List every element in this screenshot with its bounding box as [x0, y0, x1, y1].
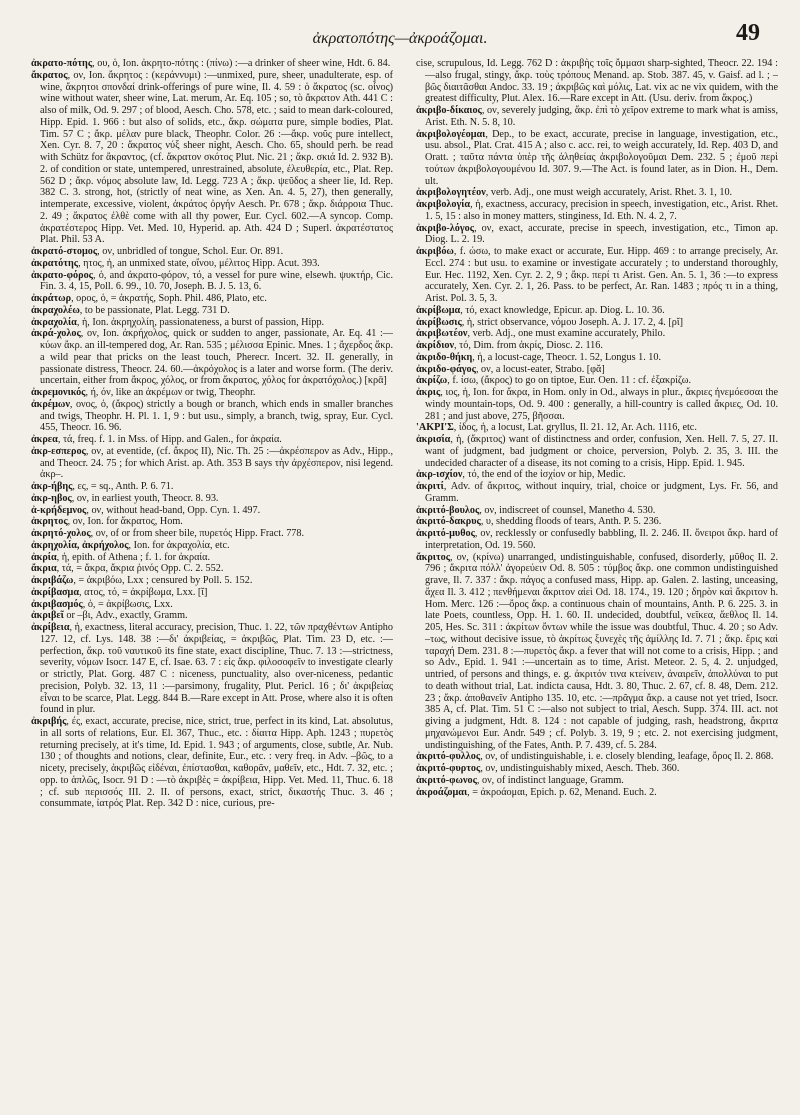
- entry-definition: , ἡ, (ἄκριτος) want of distinctness and order, confusion, Xen. Hell. 7. 5, 27. II. want of judgment, bad judgment or choice, perversion, Polyb. 2. 35, 3. III. the undecided character of a disease, its not coming to a crisis, Hipp. Epid. 1. 945.: [425, 434, 778, 469]
- headword: ἀκρίδιον: [416, 340, 455, 351]
- entry-definition: , to be passionate, Plat. Legg. 731 D.: [79, 304, 230, 316]
- dictionary-entry: [416, 58, 778, 105]
- dictionary-entry: [31, 505, 393, 517]
- headword: ἀκραχολέω: [31, 304, 80, 316]
- entry-definition: , ιος, ἡ, Ion. for ἄκρα, in Hom. only in Od., always in plur., ἄκριες ἠνεμόεσσαι the windy mountain-tops, Od. 9. 400 : generally, a hill-country is called ἄκριες, Od. 10. 281 ; and just above, 275, βῆσσαι.: [425, 387, 778, 422]
- entry-definition: , ον, severely judging, ἄκρ. ἐπὶ τὸ χεῖρον extreme to mark what is amiss, Arist. Eth. N. 5. 8, 10.: [425, 105, 778, 128]
- entry-definition: , ον, unbridled of tongue, Schol. Eur. Or. 891.: [97, 246, 284, 257]
- dictionary-entry: [416, 516, 778, 528]
- headword: ἀκρ-εσπερος: [31, 445, 86, 457]
- entry-definition: , ον, of undistinguishable, i. e. closely blending, leafage, ὄρος Il. 2. 868.: [480, 751, 774, 763]
- entry-definition: , ορος, ὁ, = ἀκρατής, Soph. Phil. 486, Plato, etc.: [71, 293, 267, 304]
- entry-definition: , ητος, ἡ, an unmixed state, οἴνου, μέλιτος Hipp. Acut. 393.: [78, 257, 320, 269]
- entry-definition: , ον, Ion. for ἄκρατος, Hom.: [67, 516, 183, 528]
- headword: ἀκρίζω: [416, 375, 448, 387]
- dictionary-entry: [31, 387, 393, 399]
- entry-definition: , ον, Ion. ἄκρητος : (κεράννυμι) :—unmixed, pure, sheer, unadulterate, esp. of wine, ἄκρητοι σπονδαί drink-offerings of pure wine, Il. 4. 59 : ὁ ἄκρατος (sc. οἶνος) wine without water, sheer wine, Lat. merum, Ar. Eq. 105 ; so, τὸ ἄκρατον Ath. 441 C : also of milk, Od. 9. 297 ; of blood, Aesch. Cho. 578, etc. ; said to mean dark-coloured, Hipp. Epid. 1. 966 : but also of solids, etc., ἄκρ. σώματα pure, simple bodies, Plat. Tim. 57 C ; ἄκρ. μέλαν pure black, Theophr. Color. 26 :—ἄκρ. νοῦς pure intellect, Xen. Cyr. 8. 7, 20 : ἄκρατος νύξ sheer night, Aesch. Cho. 65, should perh. be read with Schütz for ἄκραντος, (cf. ἄκρατον σκότος Plut. Nic. 21 ; ἄκρ. σκιά Id. 2. 932 B). 2. of condition or state, untempered, unrestrained, absolute, ἐλευθερία, etc., Plat. Rep. 562 D ; ἄκρ. νόμος absolute law, Id. Legg. 723 A ; ἄκρ. ψεῦδος a sheer lie, Id. Rep. 382 C. 3. strong, hot, (strictly of neat wine, as Xen. An. 4. 5, 27), then generally, intemperate, excessive, violent, ἀκράτος ὀργήν Aesch. Pr. 678 ; ἄκρ. διάρροια Thuc. 2. 49 ; ἄκρατος ἐλθὲ come with all thy power, Eur. Cycl. 602.—A syncop. Comp. ἀκρατέστερος Hipp. Vet. Med. 10, Hyperid. ap. Ath. 424 D ; Superl. ἀκρατέστατος Plat. Phil. 53 A.: [40, 69, 393, 246]
- headword: ἀκρητος: [31, 516, 68, 528]
- entry-definition: , f. ώσω, to make exact or accurate, Eur. Hipp. 469 : to arrange precisely, Ar. Eccl. 274 : but usu. to examine or investigate accurately ; to understand thoroughly, Eur. Hec. 1192, Xen. Cyr. 2. 2, 9 ; ἄκρ. περί τι Arist. Gen. An. 5. 1, 36 :—to express accurately, Xen. Cyr. 2. 1, 26. Pass. to be perfect, Ar. Ran. 1483 ; πρός τι in a thing, Arist. Pol. 3. 5, 3.: [425, 246, 778, 304]
- dictionary-entry: [31, 246, 393, 258]
- headword: ἀκρ-ισχίον: [416, 469, 463, 481]
- headword: ἀκροάζομαι: [416, 786, 468, 798]
- running-head-title: ἀκρατοπότης—ἀκροάζομαι.: [312, 30, 488, 47]
- entry-definition: , ἡ, Ion. ἀκρηχολίη, passionateness, a burst of passion, Hipp.: [76, 316, 325, 328]
- entry-definition: , verb. Adj., one must weigh accurately, Arist. Rhet. 3. 1, 10.: [485, 187, 733, 199]
- dictionary-entry: [31, 528, 393, 540]
- headword: ἀκρίβωμα: [416, 304, 461, 316]
- headword: ἀκριβωτέον: [416, 328, 468, 340]
- dictionary-entry: [31, 70, 393, 246]
- entry-definition: , ονος, ὁ, (ἄκρος) strictly a bough or branch, which ends in smaller branches and twigs, Theophr. H. Pl. 1. 1, 9 : but usu., simply, a branch, twig, spray, Eur. Cycl. 455, Theocr. 16. 96.: [40, 398, 393, 434]
- entry-definition: , τά, freq. f. 1. in Mss. of Hipp. and Galen., for ἀκραία.: [57, 434, 282, 445]
- entry-definition: , υ, shedding floods of tears, Anth. P. 5. 236.: [480, 516, 662, 528]
- entry-definition: , ες, = sq., Anth. P. 6. 71.: [72, 481, 174, 492]
- dictionary-entry: [416, 187, 778, 199]
- headword: ἀκράτωρ: [31, 293, 72, 304]
- entry-definition: , ὁ, and ἀκρατο-φόρον, τό, a vessel for pure wine, elsewh. ψυκτήρ, Cic. Fin. 3. 4, 15, Poll. 6. 99., 10. 70, Joseph. B. J. 5. 13, 6.: [40, 269, 393, 293]
- headword: ἀκρητό-χολος: [31, 528, 91, 539]
- headword: ἀκρ-ήβης: [31, 481, 73, 492]
- entry-definition: , ον, exact, accurate, precise in speech, investigation, etc., Timon ap. Diog. L. 2. 19.: [425, 222, 778, 246]
- entry-definition: , ατος, τό, = ἀκρίβωμα, Lxx. [ῐ]: [79, 586, 208, 598]
- left-column: [31, 58, 393, 1103]
- entry-definition: , Ion. for ἀκραχολία, etc.: [128, 539, 230, 551]
- headword: ἀκριβασμός: [31, 598, 83, 610]
- entry-definition: , f. ίσω, (ἄκρος) to go on tiptoe, Eur. Oen. 11 : cf. ἐξακρίζω.: [447, 375, 692, 387]
- dictionary-entry: [416, 129, 778, 188]
- dictionary-entry: [31, 434, 393, 446]
- dictionary-entry: [31, 493, 393, 505]
- headword: ἀκριβεῖ: [31, 610, 64, 622]
- entry-definition: , ον, without head-band, Opp. Cyn. 1. 497.: [86, 504, 261, 516]
- dictionary-entry: [416, 763, 778, 775]
- entry-definition: , ἡ, a locust-cage, Theocr. 1. 52, Longus 1. 10.: [472, 351, 662, 363]
- headword: ἀκριτό-δακρυς: [416, 516, 481, 528]
- headword: ἀκρά-χολος: [31, 328, 81, 340]
- dictionary-entry: [416, 387, 778, 422]
- dictionary-entry: [31, 610, 393, 622]
- entry-definition: , ον, recklessly or confusedly babbling, Il. 2. 246. II. ὄνειροι ἄκρ. hard of interpretation, Od. 19. 560.: [425, 528, 778, 551]
- headword: ἀκρατο-φόρος: [31, 269, 93, 281]
- dictionary-entry: [416, 305, 778, 317]
- headword: ἀκρ-ηβος: [31, 492, 72, 504]
- headword: ἀκριτί: [416, 481, 444, 492]
- entry-definition: , ον, indiscreet of counsel, Manetho 4. 530.: [479, 504, 656, 516]
- dictionary-entry: [31, 716, 393, 810]
- dictionary-entry: [31, 305, 393, 317]
- entry-definition: , ὁ, = ἀκρίβωσις, Lxx.: [82, 598, 173, 610]
- dictionary-entry: [31, 446, 393, 481]
- dictionary-entry: [31, 293, 393, 305]
- entry-definition: or –βι, Adv., exactly, Gramm.: [63, 610, 188, 622]
- dictionary-entry: [416, 751, 778, 763]
- dictionary-entry: [416, 481, 778, 505]
- dictionary-entry: [31, 481, 393, 493]
- entry-definition: , Dep., to be exact, accurate, precise in language, investigation, etc., usu. absol., Plat. Crat. 415 A ; also c. acc. rei, to weigh accurately, Id. Rep. 403 D, and Oratt. ; ταῦτα πάντα ὑπὲρ τῆς ἀληθείας ἀκριβολογοῦμαι Dem. 232. 5 ; ἐμοῦ περὶ τούτων ἀκριβολογουμένου Id. 307. 9.—The Act. is found later, as in Dion. H., Dem. ult.: [425, 128, 778, 187]
- entry-definition: , ἡ, exactness, literal accuracy, precision, Thuc. 1. 22, τῶν πραχθέντων Antipho 127. 12, cf. Lys. 148. 38 :—δι' ἀκριβείας, = ἀκριβῶς, Plat. Tim. 23 D, etc. :—perfection, ἄκρ. τοῦ ναυτικοῦ its fine state, exact discipline, Thuc. 7. 13 :—strictness, severity, νόμων Isocr. 147 E, cf. Isae. 63. 7 : εἰς ἄκρ. φιλοσοφεῖν to investigate clearly or strictly, Plat. Gorg. 487 C : niceness, punctuality, also over-niceness, pedantic precision, Polyb. 32. 13, 11 :—parsimony, frugality, Plut. Pericl. 16 ; δι' ἀκριβείας εἶναι to be scarce, Plat. Legg. 844 B.—Rare except in Att. Prose, where also it is often found in plur.: [40, 622, 393, 716]
- headword: ἄκρατος: [31, 69, 68, 81]
- headword: ἀκρίβεια: [31, 622, 70, 633]
- entry-definition: , ἡ, strict observance, νόμου Joseph. A. J. 17. 2, 4. [ρῐ]: [461, 316, 683, 328]
- dictionary-entry: [416, 364, 778, 376]
- entry-definition: , ον, Ion. ἀκρήχολος, quick or sudden to anger, passionate, Ar. Eq. 41 :—κύων ἄκρ. an ill-tempered dog, Ar. Ran. 535 ; μέλισσα Epinic. Mnes. 1 ; ἄχερδος ἄκρ. a wild pear that pricks on the least touch, Pherecr. Incert. 32. II. generally, in passionate distress, Theocr. 24. 60.—ἀκρόχολος is a later and worse form. (The deriv. uncertain, either from ἄκρος, χόλος, or from ἄκρατος, χόλος for ἀκρατόχολος.) [κρᾱ]: [40, 328, 393, 387]
- entry-definition: , ου, ὁ, Ion. ἀκρητο-πότης : (πίνω) :—a drinker of sheer wine, Hdt. 6. 84.: [92, 58, 391, 69]
- dictionary-entry: [416, 223, 778, 247]
- dictionary-entry: [31, 328, 393, 387]
- dictionary-entry: [416, 352, 778, 364]
- headword: ἀκρίβασμα: [31, 586, 80, 598]
- dictionary-entry: [31, 317, 393, 329]
- dictionary-entry: [31, 399, 393, 434]
- dictionary-entry: [416, 505, 778, 517]
- entry-definition: , = ἀκροάομαι, Epich. p. 62, Menand. Euch. 2.: [467, 786, 657, 798]
- entry-definition: , τό, exact knowledge, Epicur. ap. Diog. L. 10. 36.: [460, 304, 665, 316]
- entry-definition: , ον, in earliest youth, Theocr. 8. 93.: [71, 492, 219, 504]
- dictionary-entry: [416, 340, 778, 352]
- headword: ἀκρις: [416, 387, 441, 398]
- headword: ἀκρίβωσις: [416, 316, 462, 328]
- dictionary-entry: [31, 258, 393, 270]
- headword: ἀκρέμων: [31, 398, 70, 410]
- entry-definition: , ή, όν, like an ἀκρέμων or twig, Theophr.: [85, 387, 256, 398]
- entry-definition: , = ἀκριβόω, Lxx ; censured by Poll. 5. 152.: [73, 575, 253, 586]
- headword: ἀκριβολογία: [416, 199, 471, 210]
- dictionary-entry: [31, 575, 393, 587]
- right-column: [416, 58, 778, 1103]
- dictionary-entry: [31, 622, 393, 716]
- entry-definition: , ἡ, exactness, accuracy, precision in speech, investigation, etc., Arist. Rhet. 1. 5, 15 : also in money matters, stinginess, Id. Eth. N. 4. 2, 7.: [425, 199, 778, 222]
- dictionary-entry: [416, 552, 778, 752]
- dictionary-entry: [416, 199, 778, 223]
- entry-definition: , ές, exact, accurate, precise, nice, strict, true, perfect in its kind, Lat. absolutus, in all sorts of relations, Eur. El. 367, Thuc., etc. : δίαιτα Hipp. Aph. 1243 ; πυρετὸς returning precisely, at it's time, Id. Epid. 1. 943 ; of arguments, close, subtle, Ar. Nub. 130 ; of thoughts and notions, clear, definite, Eur., etc. : very freq. in Adv. –βῶς, to a nicety, precisely, ἀκριβῶς εἰδέναι, ἐπίστασθαι, καθορᾶν, μαθεῖν, etc., Hdt. 7. 32, etc. ; opp. to ἁπλῶς, Isocr. 91 D : —τὸ ἀκριβὲς = ἀκρίβεια, Hipp. Vet. Med. 11, Thuc. 6. 18 ; cf. sub περισσός III. 2. II. of persons, exact, strict, δικαστής Thuc. 3. 46 ; consummate, ἰατρός Plat. Rep. 342 D : nice, curious, pre-: [40, 716, 393, 810]
- dictionary-entry: [416, 328, 778, 340]
- headword: ἀκραχολία: [31, 316, 77, 328]
- headword: ἀκρεα: [31, 434, 58, 445]
- dictionary-entry: [31, 540, 393, 552]
- headword: ἀκρία: [31, 551, 57, 563]
- dictionary-entry: [31, 270, 393, 294]
- headword: ἄκριτος: [416, 551, 451, 563]
- entry-definition: , ον, undistinguishably mixed, Aesch. Theb. 360.: [480, 763, 680, 774]
- entry-definition: , verb. Adj., one must examine accurately, Philo.: [467, 328, 666, 340]
- headword: ἀκριβόω: [416, 246, 454, 257]
- dictionary-entry: [31, 563, 393, 575]
- headword: ἀκρηχολία, ἀκρήχολος: [31, 539, 129, 551]
- headword: ἀκριβής: [31, 716, 67, 727]
- headword: ἀ-κρήδεμνος: [31, 504, 87, 516]
- entry-definition: , ίδος, ἡ, a locust, Lat. gryllus, Il. 21. 12, Ar. Ach. 1116, etc.: [453, 422, 697, 434]
- entry-definition: cise, scrupulous, Id. Legg. 762 D : ἀκριβὴς τοῖς ὄμμασι sharp-sighted, Theocr. 22. 194 :—also frugal, stingy, ἄκρ. τοὺς τρόπους Menand. ap. Stob. 387. 45, v. Gaisf. ad l. ; –βῶς διαιτᾶσθαι Andoc. 33. 19 ; ἀκριβῶς καὶ μόλις, Lat. vix ac ne vix quidem, with the greatest difficulty, Plut. Alex. 16.—Rare except in Att. (Usu. deriv. from ἄκρος.): [416, 58, 778, 105]
- entry-definition: , ἡ, epith. of Athena ; f. 1. for ἀκραία.: [56, 551, 211, 563]
- dictionary-entry: [416, 246, 778, 305]
- dictionary-entry: [416, 422, 778, 434]
- dictionary-entry: [416, 787, 778, 799]
- entry-definition: , Adv. of ἄκριτος, without inquiry, trial, choice or judgment, Lys. Fr. 56, and Gramm.: [425, 481, 778, 504]
- dictionary-entry: [31, 599, 393, 611]
- headword: 'ΑΚΡΙ'Σ: [416, 422, 454, 434]
- headword: ἀκριβο-δίκαιος: [416, 105, 482, 116]
- dictionary-entry: [416, 469, 778, 481]
- headword: ἀκριβάζω: [31, 575, 74, 586]
- entry-definition: , ον, at eventide, (cf. ἄκρος II), Nic. Th. 25 :—ἀκρέσπερον as Adv., Hipp., and Theocr. 24. 75 ; for which Arist. ap. Ath. 353 B says τὴν ἀρχέσπερον, nisi legend. ἀκρ–.: [40, 445, 393, 481]
- headword: ἀκριβολογέομαι: [416, 128, 486, 140]
- dictionary-entry: [31, 587, 393, 599]
- headword: ἀκριτό-βουλος: [416, 504, 480, 516]
- headword: ἀκριτό-φυρτος: [416, 763, 481, 774]
- headword: ἀκριβο-λόγος: [416, 222, 475, 234]
- headword: ἀκρατό-στομος: [31, 246, 98, 257]
- dictionary-entry: [31, 58, 393, 70]
- dictionary-entry: [416, 317, 778, 329]
- headword: ἀκρατο-πότης: [31, 58, 93, 69]
- headword: ἀκριτό-μυθος: [416, 528, 475, 539]
- dictionary-entry: [31, 552, 393, 564]
- entry-definition: , τό, Dim. from ἀκρίς, Diosc. 2. 116.: [454, 340, 603, 351]
- dictionary-entry: [416, 375, 778, 387]
- running-header: [40, 20, 760, 54]
- headword: ἀκρεμονικός: [31, 387, 86, 398]
- entry-definition: , τά, = ἄκρα, ἄκρια ῥινός Opp. C. 2. 552.: [56, 563, 224, 575]
- entry-definition: , ον, of indistinct language, Gramm.: [476, 774, 624, 786]
- page-number: 49: [736, 20, 760, 46]
- entry-definition: , ον, a locust-eater, Strabo. [φᾰ]: [475, 363, 605, 375]
- dictionary-entry: [31, 516, 393, 528]
- headword: ἀκρισία: [416, 434, 451, 445]
- entry-definition: , ον, (κρίνω) unarranged, undistinguishable, confused, disorderly, μῦθος Il. 2. 796 ; ἄκριτα πόλλ' ἀγορεύειν Od. 8. 505 : τύμβος ἄκρ. one common undistinguished grave, Il. 7. 337 : ἄκρ. πάγος a confused mass, Hipp. ap. Galen. 2. lasting, unceasing, ἄχεα Il. 3. 412 ; πενθήμεναι ἄκριτον αἰεὶ Od. 18. 174., 19. 120 ; δηρὸν καὶ ἄκριτον h. Hom. Merc. 126 :—ὄρος ἄκρ. a continuous chain of mountains, Anth. P. 6. 225. 3. in late Poets, countless, Opp. H. 1. 60. II. undecided, doubtful, νεῖκεα, ἄεθλος Il. 14. 205, Hes. Sc. 311 : ἀκρίτων ὄντων while the issue was doubtful, Thuc. 4. 20 ; so Adv. –τως, without decisive issue, τὸ ἀκρίτως ξυνεχὲς τῆς ἁμίλλης Id. 7. 71 ; ἄκρ. ἔρις καὶ ταραχή Dem. 231. 8 :—πυρετὸς ἄκρ. a fever that will not come to a crisis, Hipp. ; and so Adv., Epid. 1. 941 :—uncertain as to time, Arist. Meteor. 2. 5, 4. 2. unjudged, untried, of persons and things, e. g. ἀκριτόν τινα κτείνειν, ἀναιρεῖν, ἀπολλύναι to put to death without trial, Lat. indicta causa, Hdt. 3. 80, Thuc. 2. 67, cf. 8. 48, Dem. 212. 23 ; ἄκρ. ἀποθανεῖν Antipho 135. 10, etc. :—πρᾶγμα ἄκρ. a cause not yet tried, Isocr. 385 A, cf. Plat. Tim. 51 C :—also not subject to trial, Aesch. Supp. 374. III. act. not giving a judgment, Hdt. 8. 124 : not capable of judging, rash, headstrong, ἄκριτα μηχανώμενοι Eur. Andr. 549 ; cf. Polyb. 3. 19, 9 ; etc. 2. not exercising judgment, undistinguishing, of the Fates, Anth. P. 7. 439, cf. 5. 284.: [425, 551, 778, 751]
- dictionary-entry: [416, 528, 778, 552]
- dictionary-entry: [416, 434, 778, 469]
- headword: ἀκριτό-φυλλος: [416, 751, 481, 763]
- headword: ἀκριτό-φωνος: [416, 774, 477, 786]
- headword: ἀκρατότης: [31, 257, 79, 269]
- dictionary-entry: [416, 775, 778, 787]
- headword: ἀκριδο-θήκη: [416, 351, 473, 363]
- headword: ἀκριβολογητέον: [416, 187, 486, 199]
- headword: ἀκριδο-φάγος: [416, 363, 476, 375]
- entry-definition: , ον, of or from sheer bile, πυρετός Hipp. Fract. 778.: [90, 528, 305, 539]
- entry-definition: , τό, the end of the ἰσχίον or hip, Medic.: [462, 469, 626, 481]
- dictionary-entry: [416, 105, 778, 129]
- headword: ἄκρια: [31, 563, 57, 575]
